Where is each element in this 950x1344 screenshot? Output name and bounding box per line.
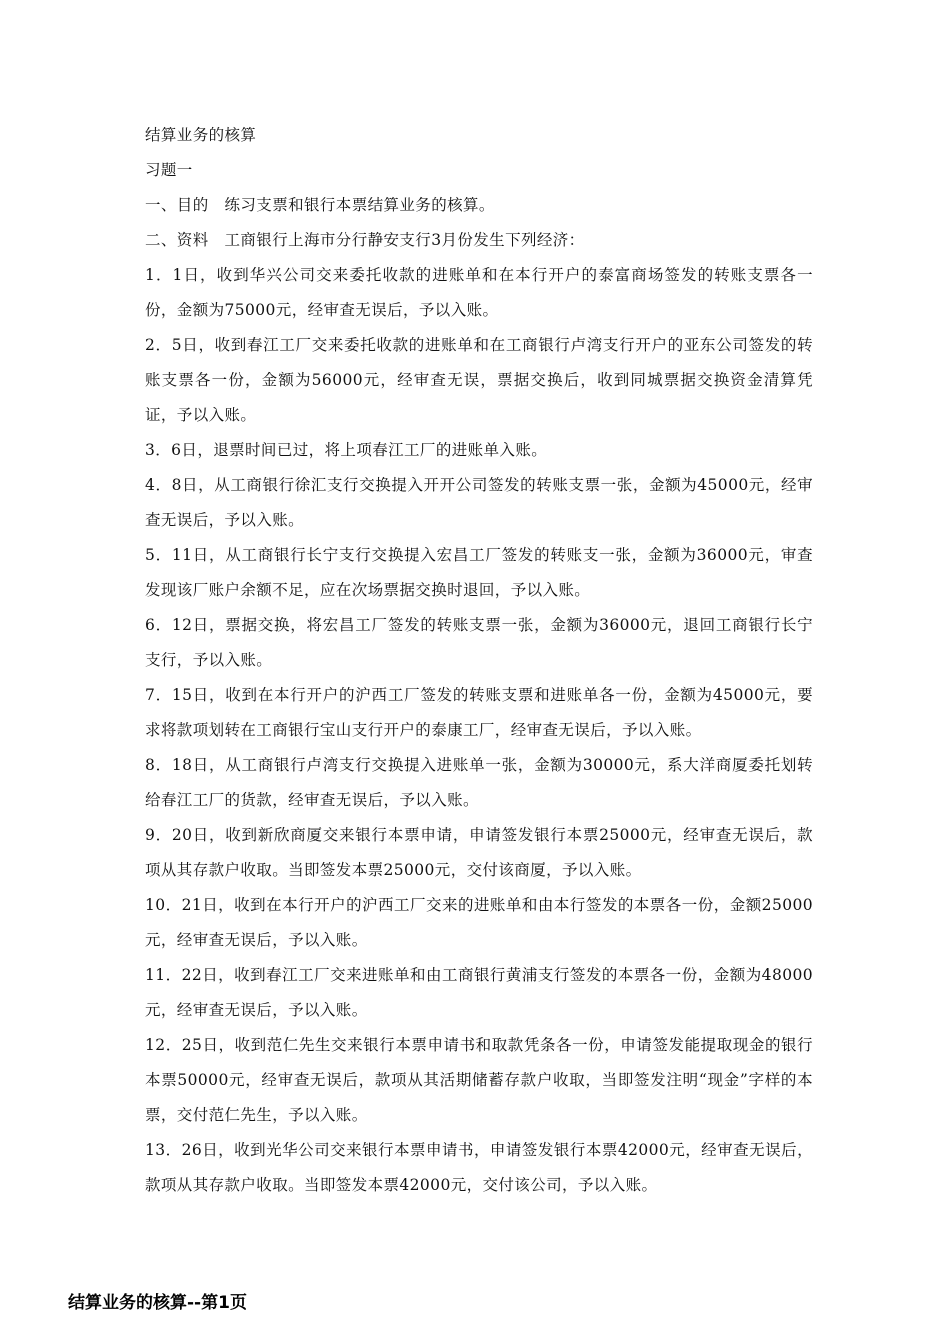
list-item: 2．5日，收到春江工厂交来委托收款的进账单和在工商银行卢湾支行开户的亚东公司签发的转账支票各一份，金额为56000元，经审查无误，票据交换后，收到同城票据交换资金清算凭证，予以入账。: [145, 336, 813, 424]
document-title: 结算业务的核算: [145, 126, 257, 144]
purpose-line: 一、目的 练习支票和银行本票结算业务的核算。: [145, 196, 495, 214]
list-item: 8．18日，从工商银行卢湾支行交换提入进账单一张，金额为30000元，系大洋商厦委托划转给春江工厂的货款，经审查无误后，予以入账。: [145, 756, 813, 809]
list-item: 4．8日，从工商银行徐汇支行交换提入开开公司签发的转账支票一张，金额为45000元，经审查无误后，予以入账。: [145, 476, 813, 529]
page-footer: 结算业务的核算--第1页: [68, 1293, 247, 1313]
list-item: 12．25日，收到范仁先生交来银行本票申请书和取款凭条各一份，申请签发能提取现金的银行本票50000元，经审查无误后，款项从其活期储蓄存款户收取，当即签发注明“现金”字样的本票，交付范仁先生，予以入账。: [145, 1036, 813, 1124]
list-item: 11．22日，收到春江工厂交来进账单和由工商银行黄浦支行签发的本票各一份，金额为48000元，经审查无误后，予以入账。: [145, 966, 813, 1019]
list-item: 3．6日，退票时间已过，将上项春江工厂的进账单入账。: [145, 441, 548, 459]
exercise-heading: 习题一: [145, 161, 193, 179]
list-item: 1．1日，收到华兴公司交来委托收款的进账单和在本行开户的泰富商场签发的转账支票各一份，金额为75000元，经审查无误后，予以入账。: [145, 266, 813, 319]
list-item: 7．15日，收到在本行开户的沪西工厂签发的转账支票和进账单各一份，金额为45000元，要求将款项划转在工商银行宝山支行开户的泰康工厂，经审查无误后，予以入账。: [145, 686, 813, 739]
list-item: 6．12日，票据交换，将宏昌工厂签发的转账支票一张，金额为36000元，退回工商银行长宁支行，予以入账。: [145, 616, 813, 669]
list-item: 10．21日，收到在本行开户的沪西工厂交来的进账单和由本行签发的本票各一份，金额25000元，经审查无误后，予以入账。: [145, 896, 813, 949]
list-item: 13．26日，收到光华公司交来银行本票申请书，申请签发银行本票42000元，经审查无误后，款项从其存款户收取。当即签发本票42000元，交付该公司，予以入账。: [145, 1141, 813, 1194]
list-item: 9．20日，收到新欣商厦交来银行本票申请，申请签发银行本票25000元，经审查无误后，款项从其存款户收取。当即签发本票25000元，交付该商厦，予以入账。: [145, 826, 813, 879]
list-item: 5．11日，从工商银行长宁支行交换提入宏昌工厂签发的转账支一张，金额为36000元，审查发现该厂账户余额不足，应在次场票据交换时退回，予以入账。: [145, 546, 813, 599]
material-line: 二、资料 工商银行上海市分行静安支行3月份发生下列经济：: [145, 231, 585, 249]
document-body: [145, 118, 813, 1203]
